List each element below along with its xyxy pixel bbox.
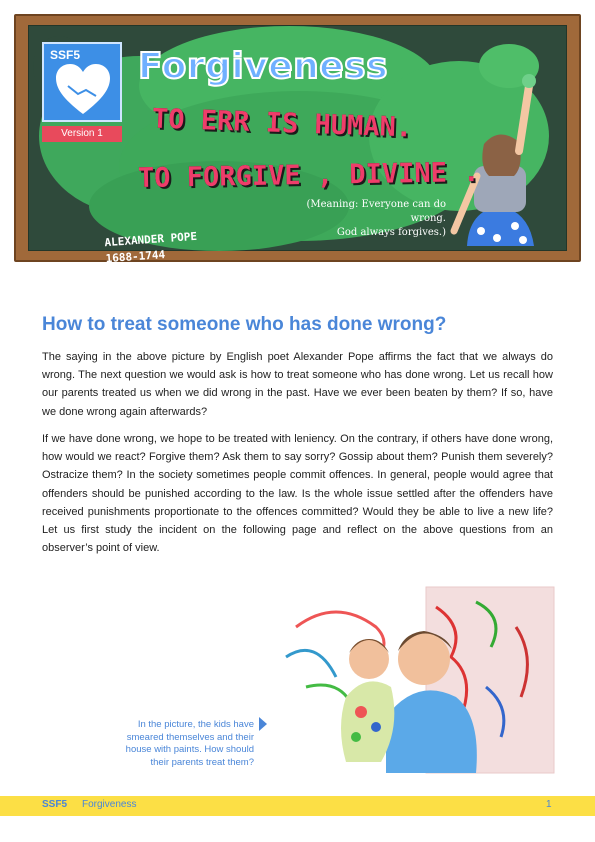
quote-line-1: TO ERR IS HUMAN. <box>151 103 413 144</box>
ssf5-logo <box>42 42 122 122</box>
logo-code: SSF5 <box>50 48 81 62</box>
author-name: ALEXANDER POPE <box>104 229 198 250</box>
section-heading: How to treat someone who has done wrong? <box>42 314 447 335</box>
version-label: Version 1 <box>42 126 122 142</box>
meaning-line-1: (Meaning: Everyone can do wrong. <box>306 199 446 224</box>
author-years: 1688-1744 <box>105 248 166 266</box>
quote-meaning <box>286 198 446 240</box>
meaning-line-2: God always forgives.) <box>336 227 446 238</box>
banner-title: Forgiveness <box>138 46 389 87</box>
page-footer <box>0 796 595 816</box>
author-credit <box>104 229 199 267</box>
illustration-caption: In the picture, the kids have smeared themselves and their house with paints. How should their parents treat them? <box>125 719 254 768</box>
page-number: 1 <box>546 799 552 810</box>
footer-code: SSF5 <box>42 799 68 810</box>
footer-title: Forgiveness <box>82 799 137 810</box>
caption-pointer-icon <box>259 717 267 731</box>
quote-line-2: TO FORGIVE , DIVINE . <box>137 157 480 194</box>
paragraph-2: If we have done wrong, we hope to be treated with leniency. On the contrary, if others have done wrong, how would we react? Forgive them? Ask them to say sorry? Gossip about them? Punish them severely? Ostracize them? In the society sometimes people commit offences. In general, people would agree that offenders should be punished according to the law. Is the whole issue settled after the offenders have received punishments proportionate to the offences committed? Would they be able to live a new life? Let us first study the incident on the following page and reflect on the above questions from an observer’s point of view. <box>42 433 553 555</box>
paragraph-1: The saying in the above picture by English poet Alexander Pope affirms the fact that we always do wrong. The next question we would ask is how to treat someone who has done wrong. Let us recall how our parents treated us when we did wrong in the past. Have we ever been beaten by them? If so, have we done wrong again afterwards? <box>42 351 553 418</box>
kids-painting-illustration <box>276 587 554 773</box>
handshake-heart-icon <box>56 64 110 116</box>
